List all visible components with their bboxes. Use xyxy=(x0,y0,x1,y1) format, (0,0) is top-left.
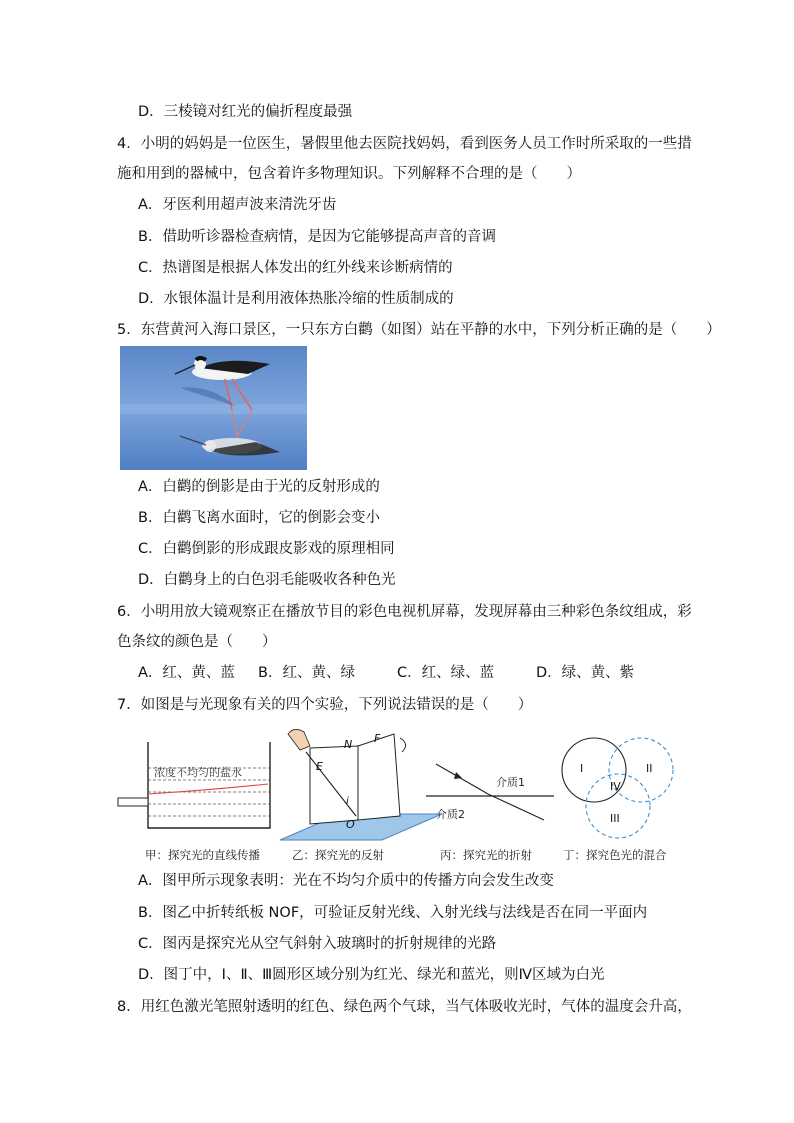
region-4: IV xyxy=(610,780,621,793)
region-2: II xyxy=(646,762,653,775)
q5-option-a: A．白鹳的倒影是由于光的反射形成的 xyxy=(138,479,380,495)
q6-option-d: D．绿、黄、紫 xyxy=(536,665,635,681)
q3-option-d: D．三棱镜对红光的偏折程度最强 xyxy=(138,104,353,120)
q6-stem-line2: 色条纹的颜色是（ ） xyxy=(117,634,277,650)
q4-option-a: A．牙医利用超声波来清洗牙齿 xyxy=(138,197,337,213)
region-1: I xyxy=(580,762,584,775)
q7-stem: 7．如图是与光现象有关的四个实验，下列说法错误的是（ ） xyxy=(117,697,533,713)
q4-stem-line2: 施和用到的器械中，包含着许多物理知识。下列解释不合理的是（ ） xyxy=(117,166,581,182)
q4-stem-line1: 4．小明的妈妈是一位医生，暑假里他去医院找妈妈，看到医务人员工作时所采取的一些措 xyxy=(117,136,692,152)
color-mixing-diagram xyxy=(562,738,673,838)
q5-option-b: B．白鹳飞离水面时，它的倒影会变小 xyxy=(138,510,380,526)
caption-yi: 乙：探究光的反射 xyxy=(292,848,384,862)
stork-reflection-image xyxy=(120,346,307,470)
q7-figure xyxy=(110,724,690,864)
label-f: F xyxy=(374,732,381,745)
q4-option-d: D．水银体温计是利用液体热胀冷缩的性质制成的 xyxy=(138,291,454,307)
region-3: III xyxy=(610,812,620,825)
caption-ding: 丁：探究色光的混合 xyxy=(563,848,667,862)
q6-option-a: A．红、黄、蓝 xyxy=(138,665,235,681)
q8-stem-line1: 8．用红色激光笔照射透明的红色、绿色两个气球，当气体吸收光时，气体的温度会升高， xyxy=(117,999,692,1015)
q6-option-c: C．红、绿、蓝 xyxy=(397,665,495,681)
label-e: E xyxy=(316,760,323,773)
refraction-diagram xyxy=(426,764,554,821)
label-n: N xyxy=(344,738,353,751)
q7-option-b: B．图乙中折转纸板 NOF，可验证反射光线、入射光线与法线是否在同一平面内 xyxy=(138,905,648,921)
q4-option-c: C．热谱图是根据人体发出的红外线来诊断病情的 xyxy=(138,260,453,276)
tank-diagram xyxy=(118,742,270,828)
medium2-label: 介质2 xyxy=(436,808,465,821)
q7-option-a: A．图甲所示现象表明：光在不均匀介质中的传播方向会发生改变 xyxy=(138,873,554,889)
q6-stem-line1: 6．小明用放大镜观察正在播放节目的彩色电视机屏幕，发现屏幕由三种彩色条纹组成，彩 xyxy=(117,604,692,620)
q7-option-c: C．图丙是探究光从空气斜射入玻璃时的折射规律的光路 xyxy=(138,936,497,952)
q5-option-d: D．白鹳身上的白色羽毛能吸收各种色光 xyxy=(138,572,396,588)
stork-photo xyxy=(120,346,307,470)
reflection-diagram xyxy=(280,729,442,840)
q5-stem: 5．东营黄河入海口景区，一只东方白鹳（如图）站在平静的水中，下列分析正确的是（ ） xyxy=(117,322,721,338)
caption-bing: 丙：探究光的折射 xyxy=(440,848,532,862)
light-experiments-diagram xyxy=(110,724,690,844)
medium1-label: 介质1 xyxy=(496,776,525,789)
label-i: i xyxy=(346,796,349,807)
q6-option-b: B．红、黄、绿 xyxy=(258,665,355,681)
label-o: O xyxy=(346,818,355,831)
caption-jia: 甲：探究光的直线传播 xyxy=(145,848,260,862)
tank-label: 浓度不均匀的盐水 xyxy=(154,766,242,779)
q7-option-d: D．图丁中，Ⅰ、Ⅱ、Ⅲ圆形区域分别为红光、绿光和蓝光，则Ⅳ区域为白光 xyxy=(138,967,605,983)
q5-option-c: C．白鹳倒影的形成跟皮影戏的原理相同 xyxy=(138,541,395,557)
q4-option-b: B．借助听诊器检查病情，是因为它能够提高声音的音调 xyxy=(138,229,496,245)
